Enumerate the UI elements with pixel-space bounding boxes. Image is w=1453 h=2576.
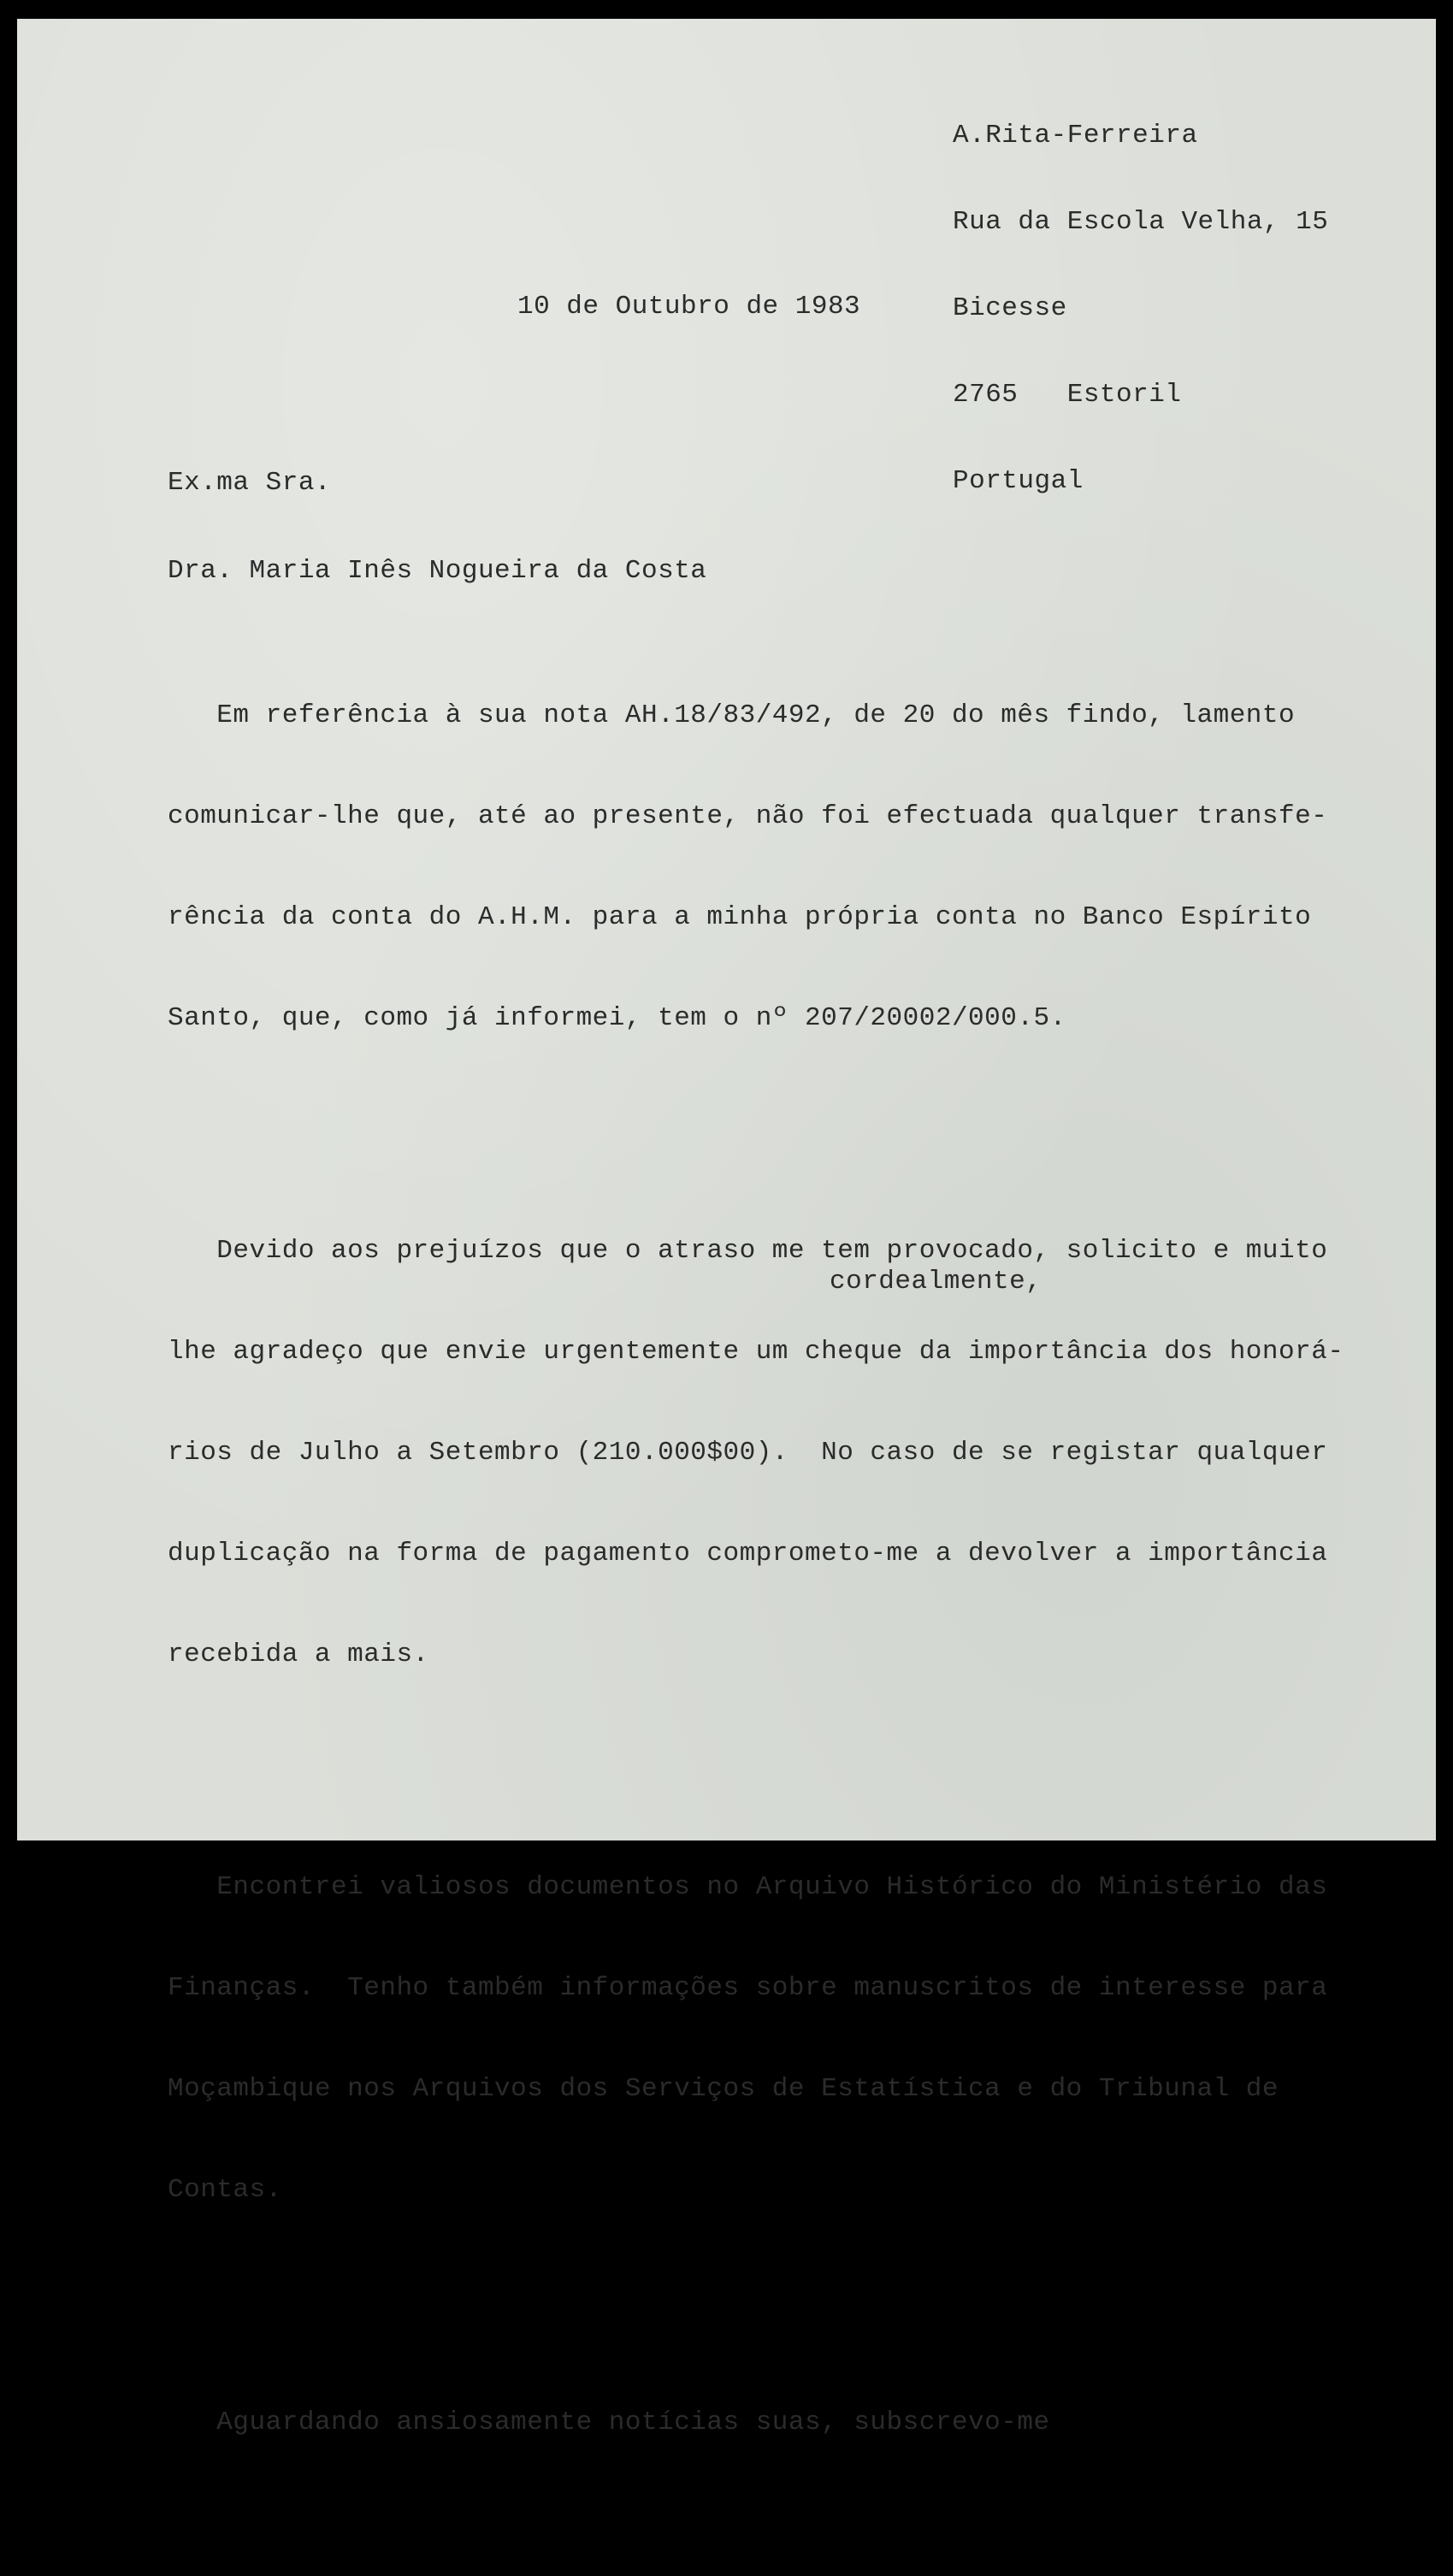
body-line: Encontrei valiosos documentos no Arquivo Histórico do Ministério das [168, 1872, 1328, 1902]
sender-street: Rua da Escola Velha, 15 [953, 207, 1329, 237]
body-line: Moçambique nos Arquivos dos Serviços de Estatística e do Tribunal de [168, 2074, 1279, 2104]
body-line: rios de Julho a Setembro (210.000$00). No caso de se registar qualquer [168, 1438, 1328, 1468]
body-line: Em referência à sua nota AH.18/83/492, de 20 do mês findo, lamento [168, 700, 1296, 730]
paragraph [168, 2343, 1442, 2502]
sender-name: A.Rita-Ferreira [953, 121, 1198, 151]
letter-date: 10 de Outubro de 1983 [517, 292, 861, 322]
recipient-salutation: Ex.ma Sra. [168, 468, 332, 498]
letter-body [168, 578, 1442, 2576]
body-line: lhe agradeço que envie urgentemente um cheque da importância dos honorá- [168, 1337, 1344, 1367]
paragraph [168, 1172, 1442, 1734]
body-line: Finanças. Tenho também informações sobre manuscritos de interesse para [168, 1973, 1328, 2003]
sender-postal-city: 2765 Estoril [953, 380, 1182, 410]
body-line: comunicar-lhe que, até ao presente, não foi efectuada qualquer transfe- [168, 801, 1328, 831]
sender-address [953, 63, 1328, 553]
paragraph [168, 636, 1442, 1098]
closing-phrase: cordealmente, [830, 1267, 1042, 1297]
body-line: rência da conta do A.H.M. para a minha própria conta no Banco Espírito [168, 902, 1312, 932]
body-line: Contas. [168, 2175, 282, 2205]
sender-country: Portugal [953, 466, 1084, 496]
body-line: Santo, que, como já informei, tem o nº 207/20002/000.5. [168, 1003, 1066, 1033]
body-line: duplicação na forma de pagamento comprometo-me a devolver a importância [168, 1539, 1328, 1569]
recipient-name: Dra. Maria Inês Nogueira da Costa [168, 556, 707, 586]
body-line: Devido aos prejuízos que o atraso me tem provocado, solicito e muito [168, 1236, 1328, 1266]
sender-locality: Bicesse [953, 293, 1067, 323]
body-line: Aguardando ansiosamente notícias suas, subscrevo-me [168, 2408, 1050, 2437]
body-line: recebida a mais. [168, 1640, 429, 1669]
letter-page [17, 19, 1436, 2437]
paragraph [168, 1808, 1442, 2270]
